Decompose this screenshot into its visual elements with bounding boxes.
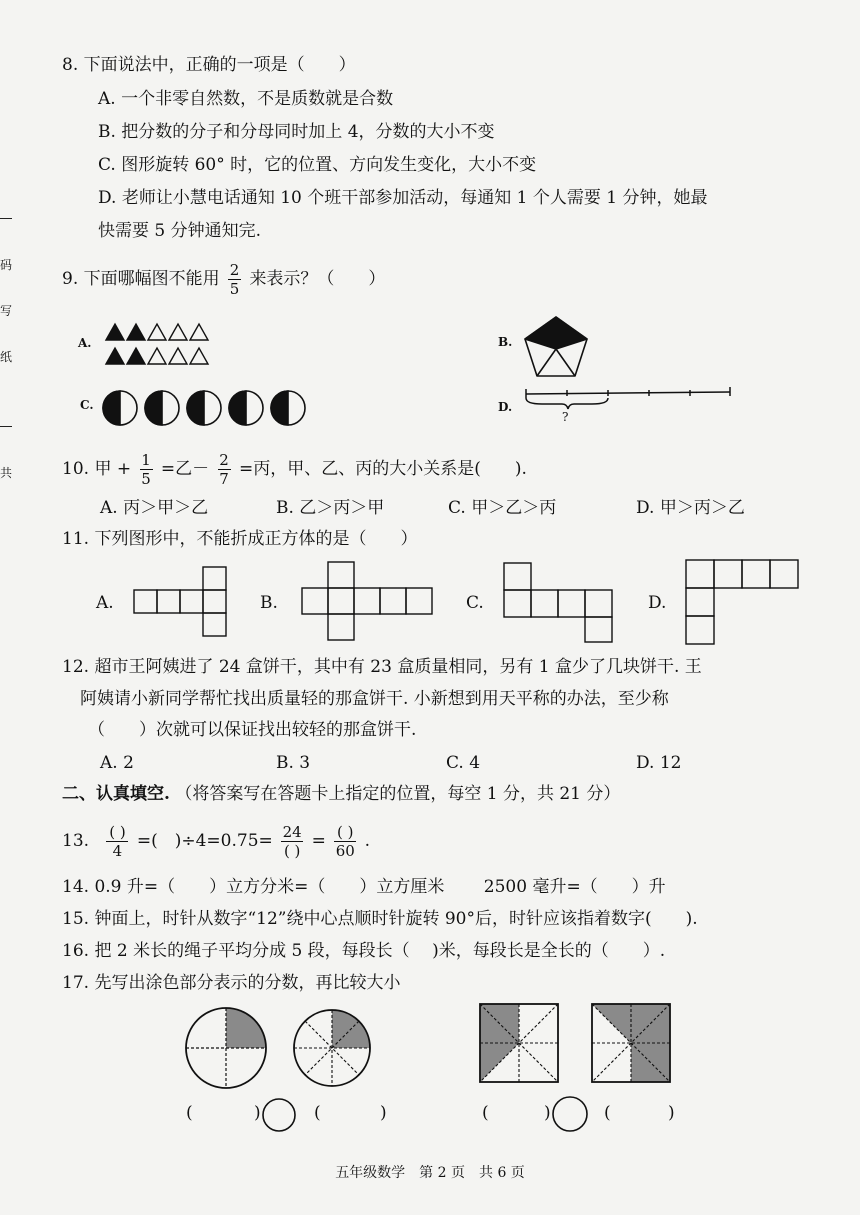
q10-frac2-den: 7 [219,470,229,488]
q9-frac-den: 5 [229,280,240,298]
q9-label-c: C. [80,398,94,412]
q13-blank: ( ) [109,823,126,841]
q9-frac-num: 2 [229,261,240,279]
q9-fraction [228,262,241,297]
q9-circles-figure [100,388,320,428]
page-footer: 五年级数学 第 2 页 共 6 页 [335,1165,525,1181]
section-2-note: （将答案写在答题卡上指定的位置，每空 1 分，共 21 分） [175,784,621,804]
q11-net-d [684,558,802,648]
q13-fraction-3 [334,824,356,859]
q12-option-b: B. 3 [276,753,311,773]
sidebar-char: 共 [0,466,13,480]
q13-middle: =( )÷4=0.75= [136,831,273,851]
q17-paren-close-2: ) [380,1103,387,1123]
q17-paren-close-4: ) [668,1103,675,1123]
q17-paren-open-2: ( [314,1103,321,1123]
sidebar-rule [0,426,12,427]
q8-option-a: A. 一个非零自然数，不是质数就是合数 [98,89,394,109]
q10-fraction-2 [218,452,231,487]
q8-stem: 8. 下面说法中，正确的一项是（ ） [62,55,356,75]
q9-stem [62,262,385,297]
q12-option-a: A. 2 [100,753,134,773]
q9-pentagon-figure [522,314,592,380]
q11-net-c [502,560,616,644]
q12-line-2: 阿姨请小新同学帮忙找出质量轻的那盒饼干. 小新想到用天平称的办法，至少称 [80,689,669,709]
q14-line: 14. 0.9 升=（ ）立方分米=（ ）立方厘米 2500 毫升=（ ）升 [62,877,666,897]
q11-label-a: A. [96,593,114,613]
q11-label-c: C. [466,593,484,613]
section-2-header [62,783,620,805]
q11-stem: 11. 下列图形中，不能折成正方体的是（ ） [62,529,418,549]
q10-frac1-den: 5 [141,470,151,488]
q10-option-c: C. 甲＞乙＞丙 [448,498,557,518]
q13-fraction-1 [106,824,128,859]
q13-blank: ( ) [337,823,354,841]
q9-triangles-figure [104,320,224,368]
q10-text: 甲 + [94,459,132,479]
q17-paren-close-1: ) [254,1103,261,1123]
q8-option-c: C. 图形旋转 60° 时，它的位置、方向发生变化，大小不变 [98,155,537,175]
q10-frac1-num: 1 [141,451,151,469]
q13-num-2: 24 [282,823,302,841]
q11-net-b [300,560,436,642]
q13-den-3: 60 [335,842,355,860]
q9-stem-pre: 9. 下面哪幅图不能用 [62,269,220,289]
sidebar-char: 码 [0,258,13,272]
q17-paren-open-1: ( [186,1103,193,1123]
sidebar-char: 纸 [0,350,13,364]
q10-option-d: D. 甲＞丙＞乙 [636,498,745,518]
q16-line: 16. 把 2 米长的绳子平均分成 5 段，每段长（ )米，每段长是全长的（ ）. [62,941,666,961]
q13-fraction-2 [281,824,303,859]
section-2-title: 二、认真填空. [62,784,170,804]
q10-number: 10. [62,459,90,479]
q17-paren-open-4: ( [604,1103,611,1123]
q8-option-d: D. 老师让小慧电话通知 10 个班干部参加活动，每通知 1 个人需要 1 分钟，她最 [98,188,708,208]
q13-equals: = [311,831,326,851]
q13-number: 13. [62,831,90,851]
q12-line-3: （ ）次就可以保证找出较轻的那盒饼干. [88,720,417,740]
q17-paren-open-3: ( [482,1103,489,1123]
q10-text: =乙－ [160,459,210,479]
q10-stem [62,452,527,487]
q11-net-a [132,562,228,644]
q9-segment-mark: ? [562,410,569,424]
q17-square-2 [590,1002,672,1084]
q10-fraction-1 [140,452,153,487]
q10-option-b: B. 乙＞丙＞甲 [276,498,385,518]
q17-circle-eighths [290,1006,374,1090]
q9-label-b: B. [498,335,513,349]
q17-square-1 [478,1002,560,1084]
q12-option-c: C. 4 [446,753,481,773]
q9-label-d: D. [498,400,513,414]
q17-compare-circle-1 [261,1097,297,1133]
q12-option-d: D. 12 [636,753,682,773]
q9-segment-figure [522,386,734,412]
q13-line [62,824,370,859]
q11-label-d: D. [648,593,667,613]
sidebar-rule [0,218,12,219]
q17-stem: 17. 先写出涂色部分表示的分数，再比较大小 [62,973,401,993]
q10-text: =丙，甲、乙、丙的大小关系是( ). [238,459,527,479]
q11-label-b: B. [260,593,278,613]
q17-paren-close-3: ) [544,1103,551,1123]
q13-end: . [364,831,371,851]
q10-option-a: A. 丙＞甲＞乙 [100,498,209,518]
q13-den-1: 4 [112,842,123,860]
q10-frac2-num: 2 [219,451,229,469]
q9-stem-post: 来表示？（ ） [249,269,386,289]
q8-option-b: B. 把分数的分子和分母同时加上 4，分数的大小不变 [98,122,495,142]
q17-circle-quarters [182,1004,270,1092]
q17-compare-circle-2 [551,1095,589,1133]
q8-option-d-cont: 快需要 5 分钟通知完. [98,221,262,241]
sidebar-char: 写 [0,304,13,318]
q15-line: 15. 钟面上，时针从数字“12”绕中心点顺时针旋转 90°后，时针应该指着数字( ). [62,909,698,929]
q12-line-1: 12. 超市王阿姨进了 24 盒饼干，其中有 23 盒质量相同，另有 1 盒少了几块饼干. 王 [62,657,702,677]
q13-blank: ( ) [283,842,301,860]
q9-label-a: A. [78,336,92,350]
